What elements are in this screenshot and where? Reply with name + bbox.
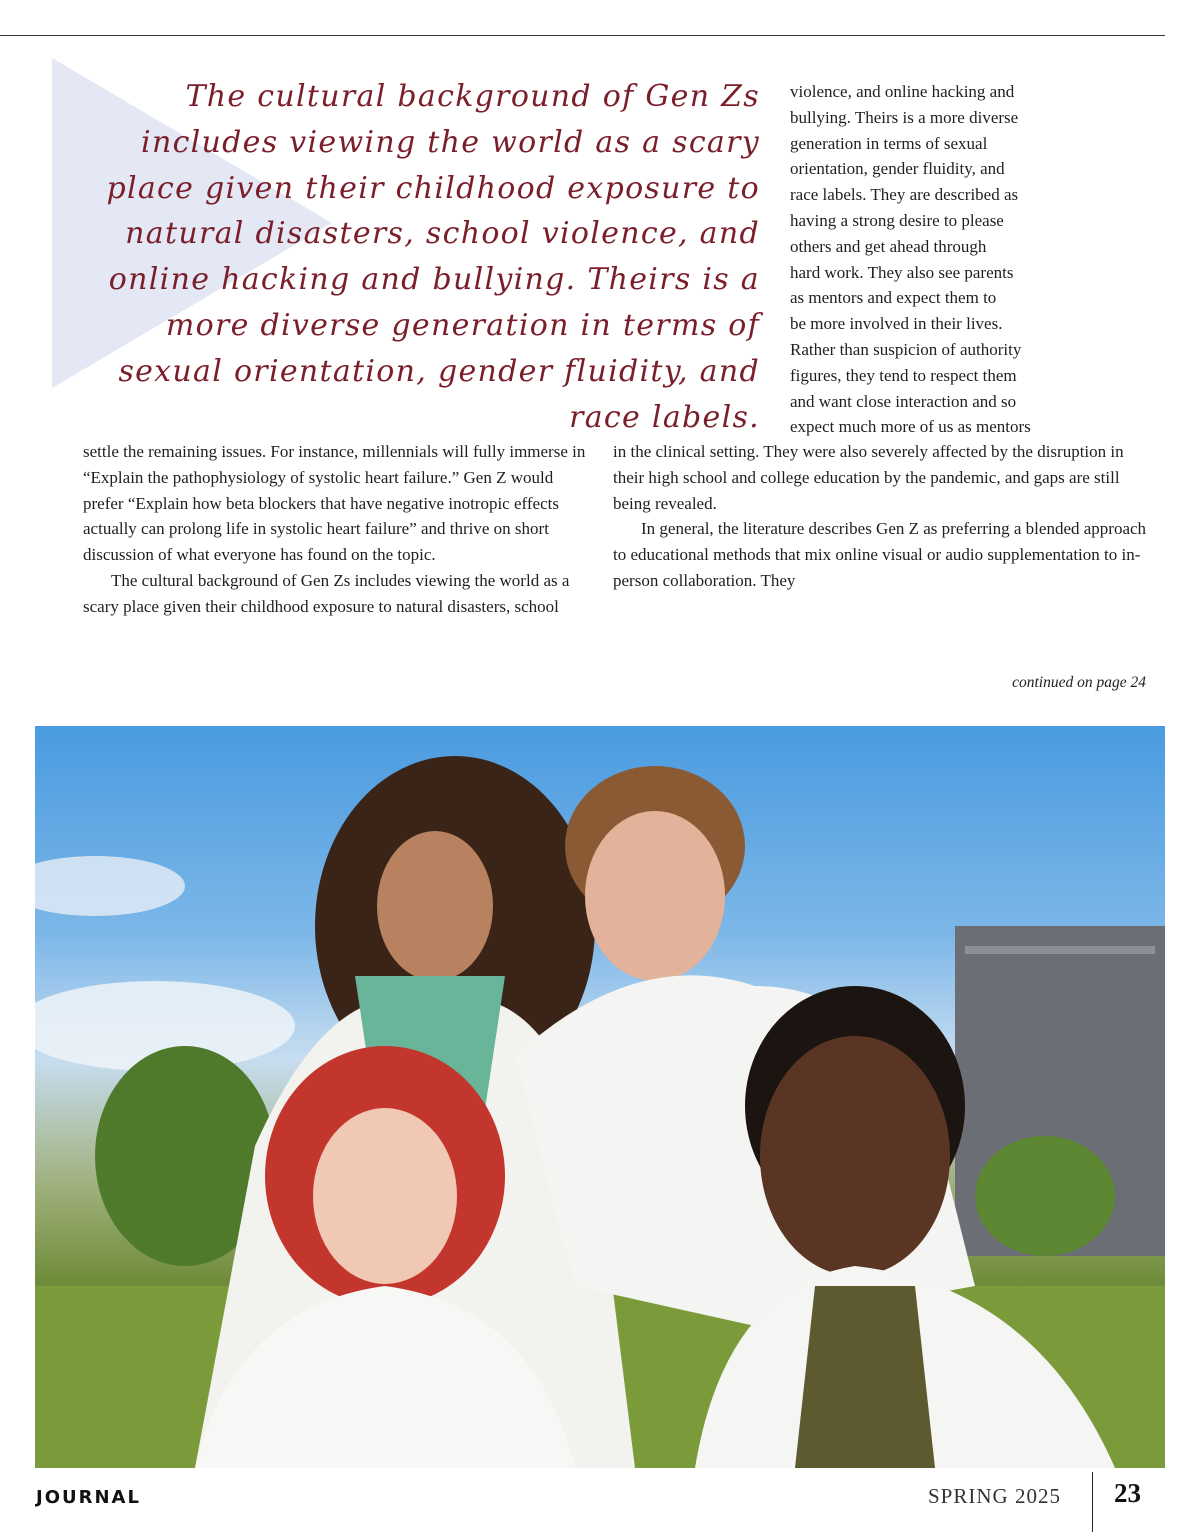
right-top-column: [790, 79, 1130, 440]
column-line: race labels. They are described as: [790, 185, 1019, 205]
pull-quote: The cultural background of Gen Zs includes viewing the world as a scary place given their childhood exposure to natural disasters, school violence, and online hacking and bullying. Theirs is a more diverse generation in terms of sexual orientation, gender fluidity, and race labels.: [106, 79, 760, 435]
body-paragraph: settle the remaining issues. For instance, millennials will fully immerse in “Explain the pathophysiology of systolic heart failure.” Gen Z would prefer “Explain how beta blockers that have negative inotropic effects actually can prolong life in systolic heart failure” and thrive on short discussion of what everyone has found on the topic.: [83, 442, 586, 565]
column-line: as mentors and expect them to: [790, 288, 997, 308]
column-line: orientation, gender fluidity, and: [790, 159, 1005, 179]
footer-journal-name: JOURNAL: [36, 1487, 141, 1508]
photo-illustration: [35, 726, 1165, 1468]
page-number: 23: [1114, 1478, 1141, 1508]
column-line: figures, they tend to respect them: [790, 365, 1017, 385]
top-rule: [0, 35, 1165, 36]
footer-issue-date: SPRING 2025: [928, 1484, 1061, 1508]
body-paragraph: The cultural background of Gen Zs includes viewing the world as a scary place given their childhood exposure to natural disasters, school: [83, 570, 570, 616]
column-line: others and get ahead through: [790, 236, 987, 256]
column-line: and want close interaction and so: [790, 391, 1017, 411]
body-paragraph: In general, the literature describes Gen Z as preferring a blended approach to educational methods that mix online visual or audio supplementation to in- person collaboration. They: [613, 519, 1147, 590]
column-line: bullying. Theirs is a more diverse: [790, 107, 1019, 127]
right-column: [613, 439, 1153, 594]
students-photo: [35, 726, 1165, 1468]
column-line: hard work. They also see parents: [790, 262, 1014, 282]
column-line: Rather than suspicion of authority: [790, 339, 1022, 359]
column-line: violence, and online hacking and: [790, 82, 1015, 101]
column-line: expect much more of us as mentors: [790, 417, 1031, 437]
continued-note: continued on page 24: [1012, 674, 1146, 691]
column-line: having a strong desire to please: [790, 210, 1004, 230]
column-line: be more involved in their lives.: [790, 314, 1003, 334]
column-line: generation in terms of sexual: [790, 133, 988, 153]
left-column: [83, 439, 598, 620]
body-paragraph: in the clinical setting. They were also severely affected by the disruption in their high school and college education by the pandemic, and gaps are still being revealed.: [613, 442, 1124, 513]
footer-divider: [1092, 1472, 1093, 1532]
